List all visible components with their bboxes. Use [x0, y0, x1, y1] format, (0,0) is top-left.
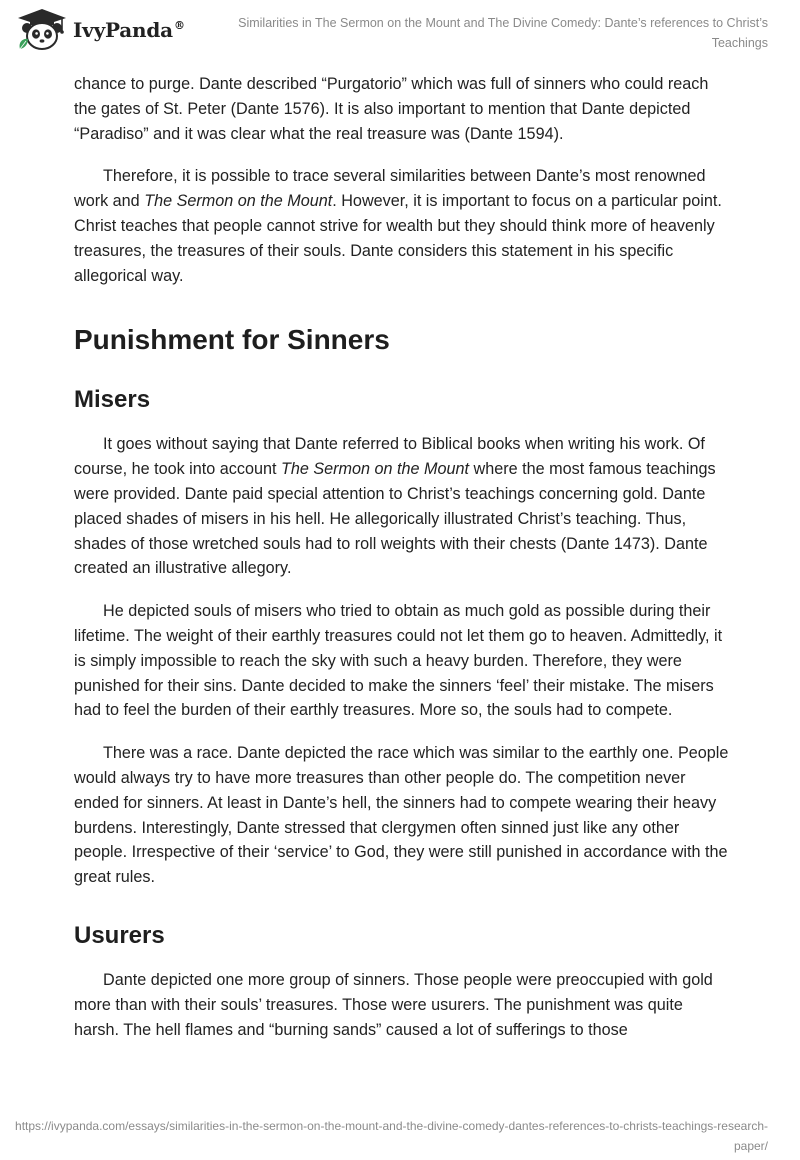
work-title-sermon: The Sermon on the Mount — [280, 460, 470, 479]
ivypanda-logo[interactable] — [14, 7, 185, 53]
paragraph-3: It goes without saying that Dante referred to Biblical books when writing his work. Of course, he took into account The Sermon on the Mount where the most famous teachings were provided. Dante paid special attention to Christ’s teachings concerning gold. Dante placed shades of misers in his hell. He allegorically illustrated Christ’s teaching. Thus, shades of those wretched souls had to roll weights with their chests (Dante 1473). Dante created an illustrative allegory. — [74, 435, 716, 578]
panda-graduate-icon — [14, 7, 70, 53]
paragraph-6: Dante depicted one more group of sinners. Those people were preoccupied with gold more than with their souls’ treasures. Those were usurers. The punishment was quite harsh. The hell flames and “burning sands” caused a lot of sufferings to those — [74, 970, 713, 1039]
paragraph-2: Therefore, it is possible to trace several similarities between Dante’s most renowned work and The Sermon on the Mount. However, it is important to focus on a particular point. Christ teaches that people cannot strive for wealth but they should think more of heavenly treasures, the treasures of their souls. Dante considers this statement in his specific allegorical way. — [74, 167, 722, 285]
source-url[interactable]: https://ivypanda.com/essays/similarities-in-the-sermon-on-the-mount-and-the-divine-comedy-dantes-references-to-christs-teachings-research-paper/ — [15, 1119, 768, 1153]
paragraph-1: chance to purge. Dante described “Purgatorio” which was full of sinners who could reach the gates of St. Peter (Dante 1576). It is also important to mention that Dante depicted “Paradiso” and it was clear what the real treasure was (Dante 1594). — [74, 75, 709, 143]
subsection-heading-misers: Misers — [74, 386, 151, 414]
page-header — [0, 0, 800, 62]
paragraph-4: He depicted souls of misers who tried to obtain as much gold as possible during their lifetime. The weight of their earthly treasures could not let them go to heaven. Admittedly, it is simply impossible to reach the sky with such a heavy burden. Therefore, they were punished for their sins. Dante decided to make the sinners ‘feel’ their mistake. The misers had to feel the burden of their earthly treasures. More so, the souls had to compete. — [74, 602, 723, 720]
paragraph-5: There was a race. Dante depicted the race which was similar to the earthly one. People would always try to have more treasures than other people do. The competition never ended for sinners. At least in Dante’s hell, the sinners had to compete wearing their heavy burdens. Interestingly, Dante stressed that clergymen often sinned just like any other people. Irrespective of their ‘service’ to God, they were still punished in accordance with the great rules. — [74, 744, 729, 887]
work-title-sermon: The Sermon on the Mount — [144, 192, 333, 211]
subsection-heading-usurers: Usurers — [74, 921, 165, 949]
brand-wordmark: IvyPanda® — [73, 18, 185, 42]
essay-body — [74, 72, 730, 1060]
section-heading-punishment: Punishment for Sinners — [74, 324, 390, 356]
document-title: Similarities in The Sermon on the Mount and The Divine Comedy: Dante’s references to Christ’s Teachings — [238, 16, 768, 50]
